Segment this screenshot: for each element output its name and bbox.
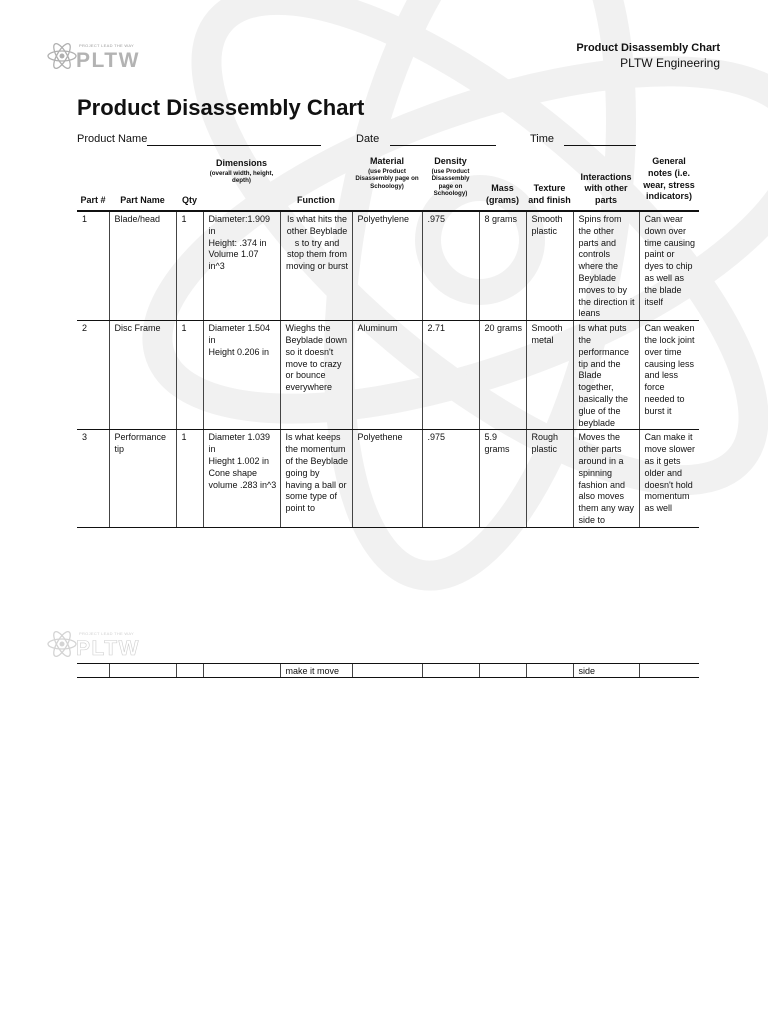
col-header: Interactions with other parts	[573, 154, 639, 211]
table-row	[77, 430, 699, 527]
col-header-note: (use Product Disassembly page on Schoology)	[431, 167, 470, 198]
dimension-line: Height: .374 in	[208, 237, 267, 248]
col-header: Function	[280, 154, 352, 211]
col-header: Density (use Product Disassembly page on Schoology)	[422, 154, 479, 211]
cell-notes: Can wear down over time causing paint or dyes to chip as well as the blade itself	[639, 211, 699, 321]
cell-mass: 8 grams	[479, 211, 526, 321]
cell-interactions-continued: side	[573, 664, 639, 678]
col-header: Dimensions (overall width, height, depth)	[203, 154, 280, 211]
continuation-table	[77, 663, 699, 678]
pltw-logo	[46, 40, 142, 74]
table-row	[77, 664, 699, 678]
cell-dimensions	[203, 321, 280, 430]
cell-material: Aluminum	[352, 321, 422, 430]
cell-density: .975	[422, 430, 479, 527]
table-header-row	[77, 154, 699, 211]
header-program: PLTW Engineering	[620, 56, 720, 70]
cell-interactions: Spins from the other parts and controls where the Beyblade moves to by the direction it leans	[573, 211, 639, 321]
pltw-logo-page-2	[46, 628, 142, 662]
cell-qty: 1	[176, 430, 203, 527]
cell-material: Polyethylene	[352, 211, 422, 321]
product-name-field[interactable]	[147, 145, 321, 146]
time-field[interactable]	[564, 145, 636, 146]
cell-material: Polyethene	[352, 430, 422, 527]
cell-dimensions	[203, 430, 280, 527]
cell-empty	[109, 664, 176, 678]
cell-empty	[176, 664, 203, 678]
header-doc-title: Product Disassembly Chart	[576, 42, 720, 54]
cell-notes: Can make it move slower as it gets older and doesn't hold momentum as well	[639, 430, 699, 527]
col-header-note: (use Product Disassembly page on Schoology)	[355, 167, 419, 190]
cell-empty	[479, 664, 526, 678]
cell-qty: 1	[176, 211, 203, 321]
cell-function: Wieghs the Beyblade down so it doesn't move to crazy or bounce everywhere	[280, 321, 352, 430]
col-header: Mass (grams)	[479, 154, 526, 211]
dimension-line: Volume 1.07 in^3	[208, 249, 259, 272]
col-header: Material (use Product Disassembly page on Schoology)	[352, 154, 422, 211]
atom-icon	[46, 628, 78, 660]
table-row	[77, 211, 699, 321]
dimension-line: Diameter 1.504 in	[208, 323, 271, 345]
cell-texture: Smooth plastic	[526, 211, 573, 321]
cell-part-name: Disc Frame	[109, 321, 176, 430]
col-header: Texture and finish	[526, 154, 573, 211]
cell-part-name: Performance tip	[109, 430, 176, 527]
dimension-line: Cone shape volume .283 in^3	[208, 467, 277, 490]
cell-empty	[77, 664, 109, 678]
date-label: Date	[356, 133, 380, 145]
col-header: General notes (i.e. wear, stress indicators)	[639, 154, 699, 211]
cell-function-continued: make it move	[280, 664, 352, 678]
dimension-line: Height 0.206 in	[208, 346, 270, 357]
table-row	[77, 321, 699, 430]
cell-empty	[526, 664, 573, 678]
cell-empty	[352, 664, 422, 678]
cell-density: 2.71	[422, 321, 479, 430]
cell-texture: Smooth metal	[526, 321, 573, 430]
header-fields	[77, 133, 699, 149]
cell-mass: 20 grams	[479, 321, 526, 430]
logo-wordmark: PLTW	[76, 49, 140, 72]
cell-dimensions	[203, 211, 280, 321]
dimension-line: Diameter:1.909 in	[208, 214, 271, 236]
logo-wordmark: PLTW	[76, 637, 140, 660]
cell-empty	[422, 664, 479, 678]
col-header: Part Name	[109, 154, 176, 211]
cell-interactions: Moves the other parts around in a spinning fashion and also moves them any way side to	[573, 430, 639, 527]
logo-tagline: PROJECT LEAD THE WAY	[79, 631, 134, 636]
document-header	[576, 42, 720, 70]
cell-density: .975	[422, 211, 479, 321]
cell-part-number: 3	[77, 430, 109, 527]
product-name-label: Product Name	[77, 133, 148, 145]
page-title: Product Disassembly Chart	[77, 95, 365, 120]
dimension-line: Diameter 1.039 in	[208, 432, 271, 455]
cell-function: Is what hits the other Beyblade s to try and stop them from moving or burst	[280, 211, 352, 321]
cell-empty	[203, 664, 280, 678]
atom-icon	[46, 40, 78, 72]
col-header-note: (overall width, height, depth)	[209, 169, 274, 185]
col-header: Part #	[77, 154, 109, 211]
cell-part-number: 2	[77, 321, 109, 430]
cell-part-number: 1	[77, 211, 109, 321]
cell-interactions: Is what puts the performance tip and the Blade together, basically the glue of the beyblade	[573, 321, 639, 430]
cell-texture: Rough plastic	[526, 430, 573, 527]
cell-part-name: Blade/head	[109, 211, 176, 321]
time-label: Time	[530, 133, 555, 145]
cell-notes: Can weaken the lock joint over time causing less and less force needed to burst it	[639, 321, 699, 430]
disassembly-table	[77, 154, 699, 528]
logo-tagline: PROJECT LEAD THE WAY	[79, 43, 134, 48]
col-header: Qty	[176, 154, 203, 211]
cell-empty	[639, 664, 699, 678]
date-field[interactable]	[390, 145, 496, 146]
cell-mass: 5.9 grams	[479, 430, 526, 527]
dimension-line: Hieght 1.002 in	[208, 455, 270, 466]
cell-function: Is what keeps the momentum of the Beyblade going by having a ball or some type of point to	[280, 430, 352, 527]
cell-qty: 1	[176, 321, 203, 430]
